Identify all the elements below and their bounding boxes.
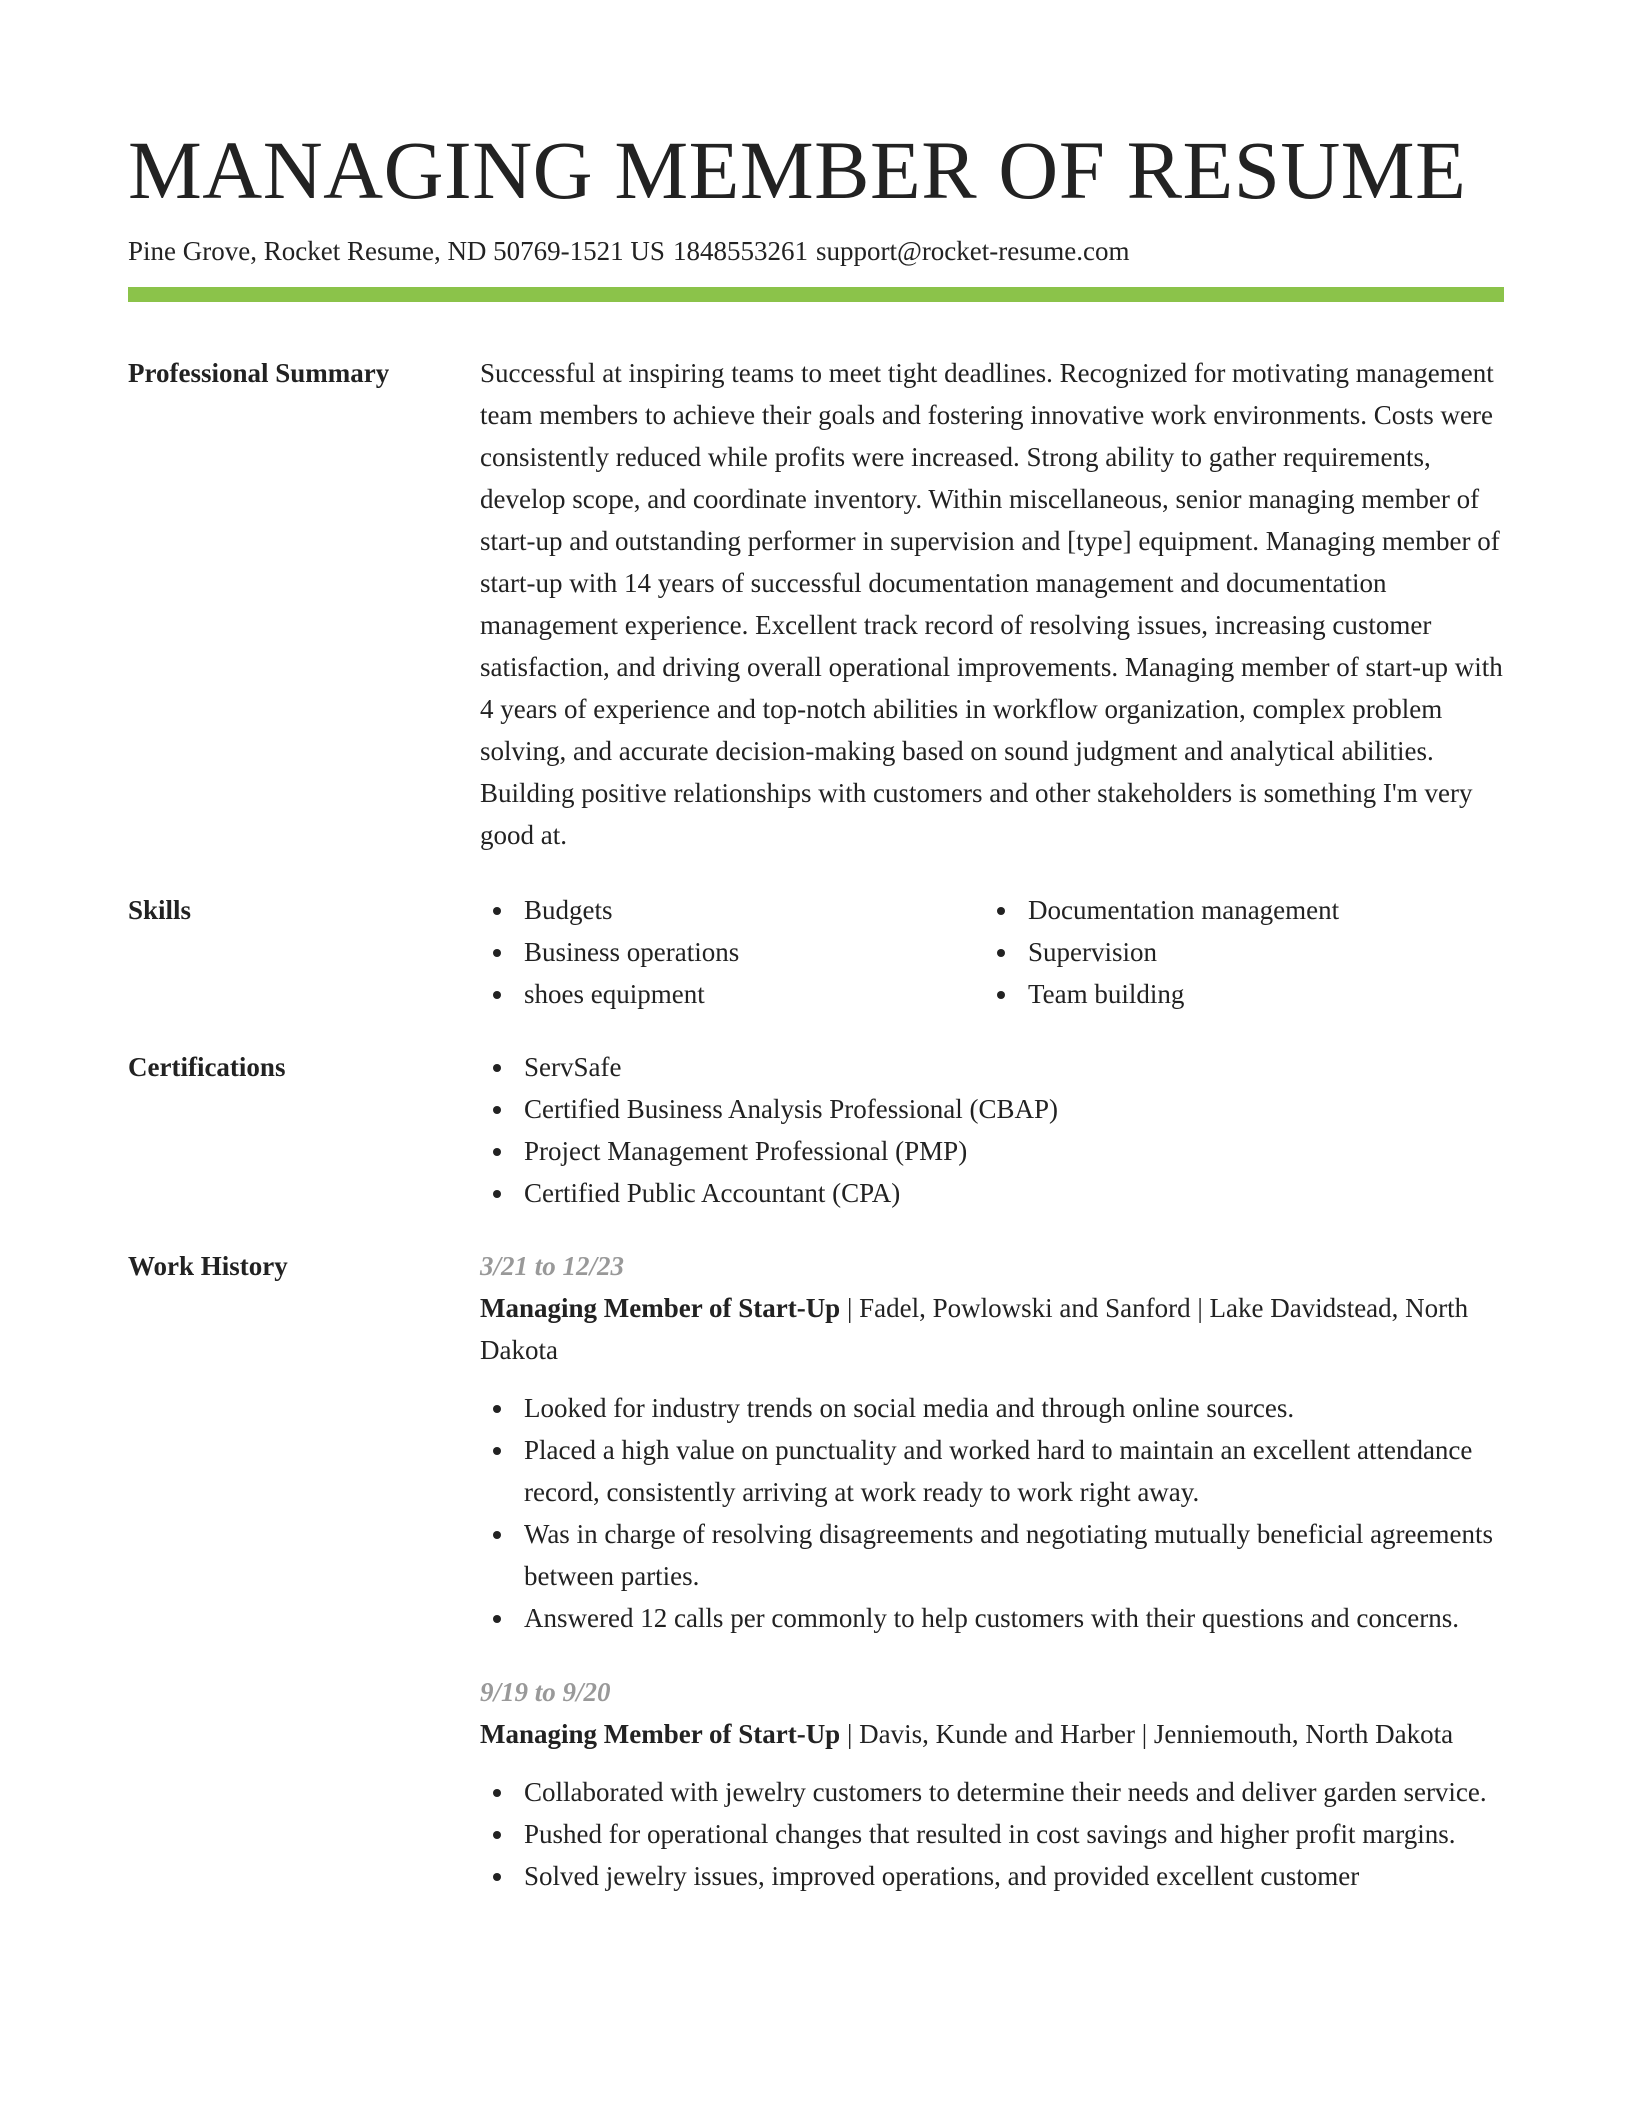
section-label-certifications: Certifications: [128, 1052, 286, 1082]
job-bullet: Solved jewelry issues, improved operations, and provided excellent customer: [480, 1855, 1504, 1897]
skill-item: shoes equipment: [480, 973, 984, 1015]
skill-item: Budgets: [480, 889, 984, 931]
certification-item: ServSafe: [480, 1046, 1504, 1088]
job-entry: [480, 1671, 1504, 1897]
certifications-list: [480, 1046, 1504, 1214]
skill-item: Documentation management: [984, 889, 1488, 931]
job-bullets: [480, 1771, 1504, 1897]
certifications-body: [480, 1046, 1504, 1214]
certifications-section: [128, 1046, 1504, 1214]
job-title: Managing Member of Start-Up: [480, 1293, 841, 1323]
summary-section: [128, 352, 1504, 856]
summary-body: [480, 352, 1504, 856]
skill-item: Team building: [984, 973, 1488, 1015]
contact-line: [128, 234, 1504, 268]
contact-address: Pine Grove, Rocket Resume, ND 50769-1521 US: [128, 236, 665, 266]
skill-item: Supervision: [984, 931, 1488, 973]
job-bullet: Placed a high value on punctuality and worked hard to maintain an excellent attendance record, consistently arriving at work ready to work right away.: [480, 1429, 1504, 1513]
resume-title: MANAGING MEMBER OF RESUME: [128, 124, 1467, 216]
job-bullet: Collaborated with jewelry customers to determine their needs and deliver garden service.: [480, 1771, 1504, 1813]
certification-item: Certified Public Accountant (CPA): [480, 1172, 1504, 1214]
skills-section: [128, 889, 1504, 1015]
job-dates: 3/21 to 12/23: [480, 1251, 625, 1281]
job-bullets: [480, 1387, 1504, 1639]
certification-item: Project Management Professional (PMP): [480, 1130, 1504, 1172]
job-bullet: Answered 12 calls per commonly to help customers with their questions and concerns.: [480, 1597, 1504, 1639]
job-heading: [480, 1713, 1504, 1755]
job-details: | Davis, Kunde and Harber | Jenniemouth, North Dakota: [840, 1719, 1454, 1749]
job-title: Managing Member of Start-Up: [480, 1719, 841, 1749]
job-entry: [480, 1245, 1504, 1639]
section-label-skills: Skills: [128, 895, 192, 925]
job-heading: [480, 1287, 1504, 1371]
skill-item: Business operations: [480, 931, 984, 973]
job-bullet: Was in charge of resolving disagreements and negotiating mutually beneficial agreements between parties.: [480, 1513, 1504, 1597]
contact-email: support@rocket-resume.com: [815, 236, 1130, 266]
contact-phone: 1848553261: [672, 236, 808, 266]
skills-body: [480, 889, 1504, 1015]
job-bullet: Looked for industry trends on social media and through online sources.: [480, 1387, 1504, 1429]
resume-page: [128, 0, 1504, 1897]
certification-item: Certified Business Analysis Professional (CBAP): [480, 1088, 1504, 1130]
work-history-section: [128, 1245, 1504, 1897]
skills-list-right: [984, 889, 1488, 1015]
summary-text: Successful at inspiring teams to meet tight deadlines. Recognized for motivating management team members to achieve their goals and fostering innovative work environments. Costs were consistently reduced while profits were increased. Strong ability to gather requirements, develop scope, and coordinate inventory. Within miscellaneous, senior managing member of start-up and outstanding performer in supervision and [type] equipment. Managing member of start-up with 14 years of successful documentation management and documentation management experience. Excellent track record of resolving issues, increasing customer satisfaction, and driving overall operational improvements. Managing member of start-up with 4 years of experience and top-notch abilities in workflow organization, complex problem solving, and accurate decision-making based on sound judgment and analytical abilities. Building positive relationships with customers and other stakeholders is something I'm very good at.: [480, 358, 1503, 850]
job-bullet: Pushed for operational changes that resulted in cost savings and higher profit margins.: [480, 1813, 1504, 1855]
job-details: | Fadel, Powlowski and Sanford | Lake Davidstead, North Dakota: [480, 1293, 1469, 1365]
section-label-summary: Professional Summary: [128, 358, 390, 388]
work-history-body: [480, 1245, 1504, 1897]
header-divider: [128, 287, 1504, 302]
skills-list-left: [480, 889, 984, 1015]
job-dates: 9/19 to 9/20: [480, 1677, 611, 1707]
section-label-work-history: Work History: [128, 1251, 288, 1281]
